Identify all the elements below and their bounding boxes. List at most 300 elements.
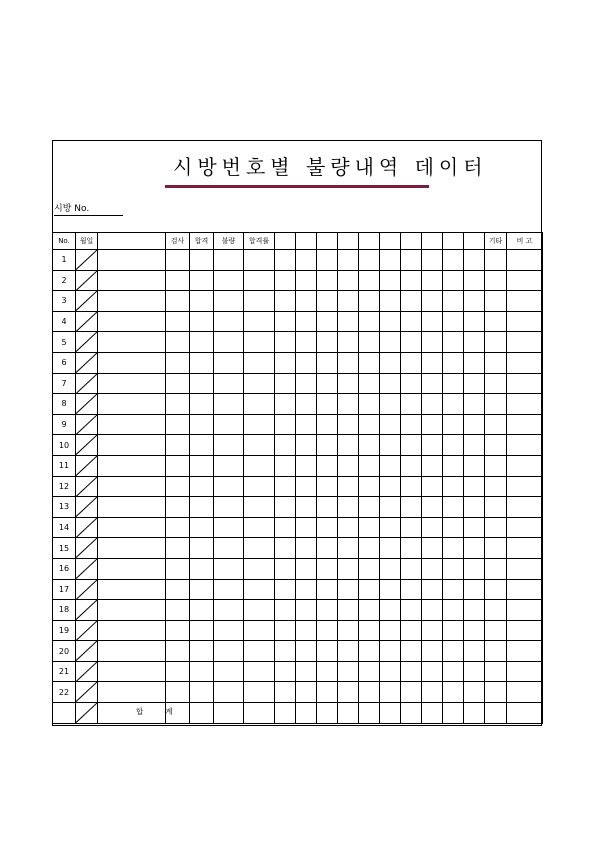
- data-cell[interactable]: [443, 373, 464, 394]
- data-cell[interactable]: [443, 455, 464, 476]
- data-cell[interactable]: [359, 311, 380, 332]
- data-cell[interactable]: [380, 270, 401, 291]
- data-cell[interactable]: [380, 661, 401, 682]
- data-cell[interactable]: [275, 352, 296, 373]
- data-cell[interactable]: [275, 558, 296, 579]
- data-cell[interactable]: [464, 414, 485, 435]
- data-cell[interactable]: [275, 435, 296, 456]
- data-cell[interactable]: [485, 455, 507, 476]
- data-cell[interactable]: [464, 579, 485, 600]
- data-cell[interactable]: [275, 270, 296, 291]
- data-cell[interactable]: [214, 641, 244, 662]
- data-cell[interactable]: [485, 250, 507, 271]
- data-cell[interactable]: [464, 682, 485, 703]
- data-cell[interactable]: [98, 332, 166, 353]
- data-cell[interactable]: [190, 579, 214, 600]
- data-cell[interactable]: [317, 414, 338, 435]
- total-cell[interactable]: [338, 703, 359, 724]
- data-cell[interactable]: [443, 538, 464, 559]
- data-cell[interactable]: [359, 373, 380, 394]
- data-cell[interactable]: [98, 558, 166, 579]
- data-cell[interactable]: [296, 497, 317, 518]
- data-cell[interactable]: [380, 620, 401, 641]
- data-cell[interactable]: [166, 270, 190, 291]
- data-cell[interactable]: [401, 435, 422, 456]
- data-cell[interactable]: [338, 394, 359, 415]
- data-cell[interactable]: [296, 373, 317, 394]
- total-cell[interactable]: [296, 703, 317, 724]
- date-cell[interactable]: [76, 579, 98, 600]
- data-cell[interactable]: [214, 579, 244, 600]
- data-cell[interactable]: [422, 579, 443, 600]
- data-cell[interactable]: [443, 641, 464, 662]
- data-cell[interactable]: [485, 394, 507, 415]
- data-cell[interactable]: [338, 497, 359, 518]
- data-cell[interactable]: [422, 661, 443, 682]
- data-cell[interactable]: [190, 414, 214, 435]
- data-cell[interactable]: [166, 620, 190, 641]
- data-cell[interactable]: [275, 538, 296, 559]
- data-cell[interactable]: [443, 332, 464, 353]
- data-cell[interactable]: [244, 455, 275, 476]
- data-cell[interactable]: [190, 641, 214, 662]
- data-cell[interactable]: [443, 661, 464, 682]
- data-cell[interactable]: [244, 435, 275, 456]
- data-cell[interactable]: [214, 600, 244, 621]
- data-cell[interactable]: [507, 497, 543, 518]
- data-cell[interactable]: [464, 476, 485, 497]
- date-cell[interactable]: [76, 497, 98, 518]
- data-cell[interactable]: [317, 538, 338, 559]
- data-cell[interactable]: [244, 641, 275, 662]
- data-cell[interactable]: [166, 497, 190, 518]
- data-cell[interactable]: [98, 600, 166, 621]
- data-cell[interactable]: [214, 394, 244, 415]
- total-cell[interactable]: [359, 703, 380, 724]
- data-cell[interactable]: [359, 641, 380, 662]
- data-cell[interactable]: [401, 414, 422, 435]
- data-cell[interactable]: [507, 311, 543, 332]
- data-cell[interactable]: [338, 579, 359, 600]
- data-cell[interactable]: [485, 291, 507, 312]
- data-cell[interactable]: [359, 476, 380, 497]
- data-cell[interactable]: [507, 373, 543, 394]
- data-cell[interactable]: [296, 579, 317, 600]
- data-cell[interactable]: [507, 414, 543, 435]
- date-cell[interactable]: [76, 641, 98, 662]
- data-cell[interactable]: [359, 682, 380, 703]
- data-cell[interactable]: [296, 270, 317, 291]
- data-cell[interactable]: [244, 600, 275, 621]
- data-cell[interactable]: [422, 682, 443, 703]
- total-cell[interactable]: [443, 703, 464, 724]
- data-cell[interactable]: [275, 497, 296, 518]
- data-cell[interactable]: [485, 682, 507, 703]
- data-cell[interactable]: [422, 250, 443, 271]
- data-cell[interactable]: [296, 455, 317, 476]
- data-cell[interactable]: [296, 620, 317, 641]
- date-cell[interactable]: [76, 558, 98, 579]
- data-cell[interactable]: [359, 517, 380, 538]
- data-cell[interactable]: [359, 414, 380, 435]
- data-cell[interactable]: [485, 270, 507, 291]
- data-cell[interactable]: [507, 332, 543, 353]
- total-cell[interactable]: [98, 703, 166, 724]
- data-cell[interactable]: [166, 579, 190, 600]
- data-cell[interactable]: [244, 620, 275, 641]
- data-cell[interactable]: [485, 311, 507, 332]
- data-cell[interactable]: [401, 620, 422, 641]
- data-cell[interactable]: [214, 352, 244, 373]
- data-cell[interactable]: [98, 661, 166, 682]
- data-cell[interactable]: [401, 558, 422, 579]
- data-cell[interactable]: [296, 661, 317, 682]
- data-cell[interactable]: [275, 332, 296, 353]
- data-cell[interactable]: [317, 332, 338, 353]
- data-cell[interactable]: [443, 435, 464, 456]
- data-cell[interactable]: [317, 517, 338, 538]
- data-cell[interactable]: [190, 476, 214, 497]
- data-cell[interactable]: [317, 311, 338, 332]
- data-cell[interactable]: [422, 497, 443, 518]
- data-cell[interactable]: [422, 373, 443, 394]
- data-cell[interactable]: [422, 414, 443, 435]
- data-cell[interactable]: [507, 558, 543, 579]
- data-cell[interactable]: [190, 661, 214, 682]
- data-cell[interactable]: [275, 517, 296, 538]
- date-cell[interactable]: [76, 352, 98, 373]
- data-cell[interactable]: [98, 455, 166, 476]
- total-cell[interactable]: [275, 703, 296, 724]
- date-cell[interactable]: [76, 682, 98, 703]
- data-cell[interactable]: [190, 352, 214, 373]
- data-cell[interactable]: [214, 435, 244, 456]
- data-cell[interactable]: [380, 250, 401, 271]
- data-cell[interactable]: [244, 682, 275, 703]
- data-cell[interactable]: [166, 600, 190, 621]
- data-cell[interactable]: [464, 558, 485, 579]
- data-cell[interactable]: [422, 394, 443, 415]
- data-cell[interactable]: [244, 538, 275, 559]
- data-cell[interactable]: [338, 517, 359, 538]
- data-cell[interactable]: [338, 435, 359, 456]
- data-cell[interactable]: [244, 661, 275, 682]
- data-cell[interactable]: [190, 620, 214, 641]
- data-cell[interactable]: [275, 455, 296, 476]
- data-cell[interactable]: [507, 291, 543, 312]
- data-cell[interactable]: [214, 476, 244, 497]
- data-cell[interactable]: [296, 352, 317, 373]
- data-cell[interactable]: [166, 641, 190, 662]
- data-cell[interactable]: [296, 435, 317, 456]
- data-cell[interactable]: [244, 250, 275, 271]
- data-cell[interactable]: [317, 291, 338, 312]
- data-cell[interactable]: [401, 497, 422, 518]
- data-cell[interactable]: [317, 682, 338, 703]
- data-cell[interactable]: [275, 579, 296, 600]
- data-cell[interactable]: [507, 641, 543, 662]
- data-cell[interactable]: [359, 620, 380, 641]
- data-cell[interactable]: [464, 394, 485, 415]
- data-cell[interactable]: [317, 579, 338, 600]
- data-cell[interactable]: [166, 291, 190, 312]
- data-cell[interactable]: [485, 476, 507, 497]
- date-cell[interactable]: [76, 250, 98, 271]
- data-cell[interactable]: [359, 579, 380, 600]
- data-cell[interactable]: [214, 291, 244, 312]
- data-cell[interactable]: [98, 373, 166, 394]
- data-cell[interactable]: [338, 641, 359, 662]
- data-cell[interactable]: [507, 600, 543, 621]
- data-cell[interactable]: [485, 373, 507, 394]
- data-cell[interactable]: [338, 661, 359, 682]
- data-cell[interactable]: [98, 682, 166, 703]
- data-cell[interactable]: [443, 311, 464, 332]
- data-cell[interactable]: [190, 600, 214, 621]
- date-cell[interactable]: [76, 455, 98, 476]
- data-cell[interactable]: [507, 394, 543, 415]
- data-cell[interactable]: [401, 538, 422, 559]
- data-cell[interactable]: [485, 352, 507, 373]
- data-cell[interactable]: [244, 394, 275, 415]
- data-cell[interactable]: [507, 476, 543, 497]
- data-cell[interactable]: [464, 332, 485, 353]
- data-cell[interactable]: [190, 497, 214, 518]
- data-cell[interactable]: [422, 517, 443, 538]
- data-cell[interactable]: [244, 517, 275, 538]
- data-cell[interactable]: [380, 558, 401, 579]
- data-cell[interactable]: [338, 414, 359, 435]
- data-cell[interactable]: [401, 250, 422, 271]
- data-cell[interactable]: [464, 270, 485, 291]
- data-cell[interactable]: [275, 373, 296, 394]
- data-cell[interactable]: [214, 311, 244, 332]
- data-cell[interactable]: [401, 394, 422, 415]
- data-cell[interactable]: [98, 352, 166, 373]
- data-cell[interactable]: [443, 270, 464, 291]
- data-cell[interactable]: [485, 414, 507, 435]
- data-cell[interactable]: [338, 455, 359, 476]
- data-cell[interactable]: [190, 373, 214, 394]
- data-cell[interactable]: [190, 270, 214, 291]
- data-cell[interactable]: [507, 538, 543, 559]
- data-cell[interactable]: [359, 250, 380, 271]
- data-cell[interactable]: [464, 661, 485, 682]
- date-cell[interactable]: [76, 600, 98, 621]
- data-cell[interactable]: [380, 414, 401, 435]
- data-cell[interactable]: [317, 558, 338, 579]
- data-cell[interactable]: [275, 620, 296, 641]
- data-cell[interactable]: [338, 270, 359, 291]
- date-cell[interactable]: [76, 435, 98, 456]
- data-cell[interactable]: [190, 332, 214, 353]
- date-cell[interactable]: [76, 517, 98, 538]
- data-cell[interactable]: [317, 250, 338, 271]
- data-cell[interactable]: [359, 394, 380, 415]
- date-cell[interactable]: [76, 620, 98, 641]
- data-cell[interactable]: [401, 455, 422, 476]
- data-cell[interactable]: [380, 538, 401, 559]
- data-cell[interactable]: [338, 291, 359, 312]
- data-cell[interactable]: [380, 373, 401, 394]
- data-cell[interactable]: [244, 497, 275, 518]
- data-cell[interactable]: [401, 517, 422, 538]
- data-cell[interactable]: [317, 661, 338, 682]
- data-cell[interactable]: [190, 291, 214, 312]
- data-cell[interactable]: [317, 270, 338, 291]
- data-cell[interactable]: [296, 682, 317, 703]
- data-cell[interactable]: [507, 352, 543, 373]
- data-cell[interactable]: [401, 600, 422, 621]
- data-cell[interactable]: [464, 291, 485, 312]
- data-cell[interactable]: [359, 455, 380, 476]
- data-cell[interactable]: [190, 250, 214, 271]
- data-cell[interactable]: [464, 352, 485, 373]
- total-cell[interactable]: [485, 703, 507, 724]
- data-cell[interactable]: [485, 600, 507, 621]
- data-cell[interactable]: [244, 579, 275, 600]
- data-cell[interactable]: [190, 394, 214, 415]
- data-cell[interactable]: [275, 661, 296, 682]
- data-cell[interactable]: [166, 311, 190, 332]
- data-cell[interactable]: [507, 250, 543, 271]
- data-cell[interactable]: [166, 250, 190, 271]
- data-cell[interactable]: [98, 311, 166, 332]
- data-cell[interactable]: [296, 538, 317, 559]
- data-cell[interactable]: [275, 250, 296, 271]
- data-cell[interactable]: [317, 476, 338, 497]
- data-cell[interactable]: [338, 682, 359, 703]
- data-cell[interactable]: [190, 311, 214, 332]
- data-cell[interactable]: [296, 332, 317, 353]
- data-cell[interactable]: [443, 558, 464, 579]
- data-cell[interactable]: [464, 250, 485, 271]
- data-cell[interactable]: [338, 311, 359, 332]
- data-cell[interactable]: [359, 661, 380, 682]
- data-cell[interactable]: [244, 311, 275, 332]
- data-cell[interactable]: [166, 661, 190, 682]
- data-cell[interactable]: [359, 558, 380, 579]
- data-cell[interactable]: [244, 414, 275, 435]
- data-cell[interactable]: [443, 497, 464, 518]
- total-cell[interactable]: [380, 703, 401, 724]
- data-cell[interactable]: [380, 455, 401, 476]
- data-cell[interactable]: [422, 455, 443, 476]
- data-cell[interactable]: [464, 435, 485, 456]
- data-cell[interactable]: [338, 476, 359, 497]
- data-cell[interactable]: [166, 373, 190, 394]
- data-cell[interactable]: [317, 373, 338, 394]
- data-cell[interactable]: [190, 558, 214, 579]
- data-cell[interactable]: [275, 641, 296, 662]
- data-cell[interactable]: [338, 373, 359, 394]
- data-cell[interactable]: [507, 435, 543, 456]
- data-cell[interactable]: [485, 517, 507, 538]
- data-cell[interactable]: [98, 517, 166, 538]
- data-cell[interactable]: [275, 311, 296, 332]
- data-cell[interactable]: [338, 538, 359, 559]
- data-cell[interactable]: [98, 641, 166, 662]
- data-cell[interactable]: [401, 661, 422, 682]
- data-cell[interactable]: [443, 600, 464, 621]
- data-cell[interactable]: [443, 620, 464, 641]
- data-cell[interactable]: [507, 620, 543, 641]
- data-cell[interactable]: [507, 579, 543, 600]
- data-cell[interactable]: [422, 600, 443, 621]
- data-cell[interactable]: [507, 682, 543, 703]
- data-cell[interactable]: [244, 352, 275, 373]
- data-cell[interactable]: [98, 250, 166, 271]
- data-cell[interactable]: [98, 414, 166, 435]
- data-cell[interactable]: [401, 373, 422, 394]
- data-cell[interactable]: [296, 517, 317, 538]
- data-cell[interactable]: [338, 352, 359, 373]
- data-cell[interactable]: [422, 311, 443, 332]
- data-cell[interactable]: [464, 538, 485, 559]
- data-cell[interactable]: [296, 641, 317, 662]
- data-cell[interactable]: [380, 352, 401, 373]
- data-cell[interactable]: [359, 352, 380, 373]
- data-cell[interactable]: [98, 476, 166, 497]
- date-cell[interactable]: [76, 538, 98, 559]
- data-cell[interactable]: [296, 600, 317, 621]
- data-cell[interactable]: [296, 250, 317, 271]
- data-cell[interactable]: [166, 332, 190, 353]
- data-cell[interactable]: [443, 291, 464, 312]
- data-cell[interactable]: [244, 373, 275, 394]
- data-cell[interactable]: [380, 497, 401, 518]
- data-cell[interactable]: [317, 641, 338, 662]
- total-cell[interactable]: [507, 703, 543, 724]
- data-cell[interactable]: [485, 538, 507, 559]
- data-cell[interactable]: [359, 291, 380, 312]
- date-cell[interactable]: [76, 291, 98, 312]
- data-cell[interactable]: [401, 332, 422, 353]
- data-cell[interactable]: [317, 435, 338, 456]
- data-cell[interactable]: [485, 558, 507, 579]
- data-cell[interactable]: [244, 558, 275, 579]
- data-cell[interactable]: [401, 352, 422, 373]
- data-cell[interactable]: [296, 394, 317, 415]
- data-cell[interactable]: [166, 558, 190, 579]
- data-cell[interactable]: [98, 291, 166, 312]
- data-cell[interactable]: [380, 600, 401, 621]
- data-cell[interactable]: [507, 517, 543, 538]
- total-cell[interactable]: [166, 703, 190, 724]
- data-cell[interactable]: [166, 435, 190, 456]
- data-cell[interactable]: [359, 435, 380, 456]
- date-cell[interactable]: [76, 332, 98, 353]
- data-cell[interactable]: [485, 332, 507, 353]
- data-cell[interactable]: [317, 620, 338, 641]
- data-cell[interactable]: [275, 476, 296, 497]
- data-cell[interactable]: [296, 414, 317, 435]
- total-cell[interactable]: [190, 703, 214, 724]
- data-cell[interactable]: [359, 270, 380, 291]
- data-cell[interactable]: [464, 373, 485, 394]
- data-cell[interactable]: [422, 270, 443, 291]
- data-cell[interactable]: [275, 682, 296, 703]
- data-cell[interactable]: [317, 455, 338, 476]
- data-cell[interactable]: [443, 250, 464, 271]
- data-cell[interactable]: [190, 682, 214, 703]
- data-cell[interactable]: [166, 455, 190, 476]
- data-cell[interactable]: [214, 414, 244, 435]
- data-cell[interactable]: [380, 682, 401, 703]
- data-cell[interactable]: [401, 311, 422, 332]
- data-cell[interactable]: [166, 394, 190, 415]
- date-cell[interactable]: [76, 311, 98, 332]
